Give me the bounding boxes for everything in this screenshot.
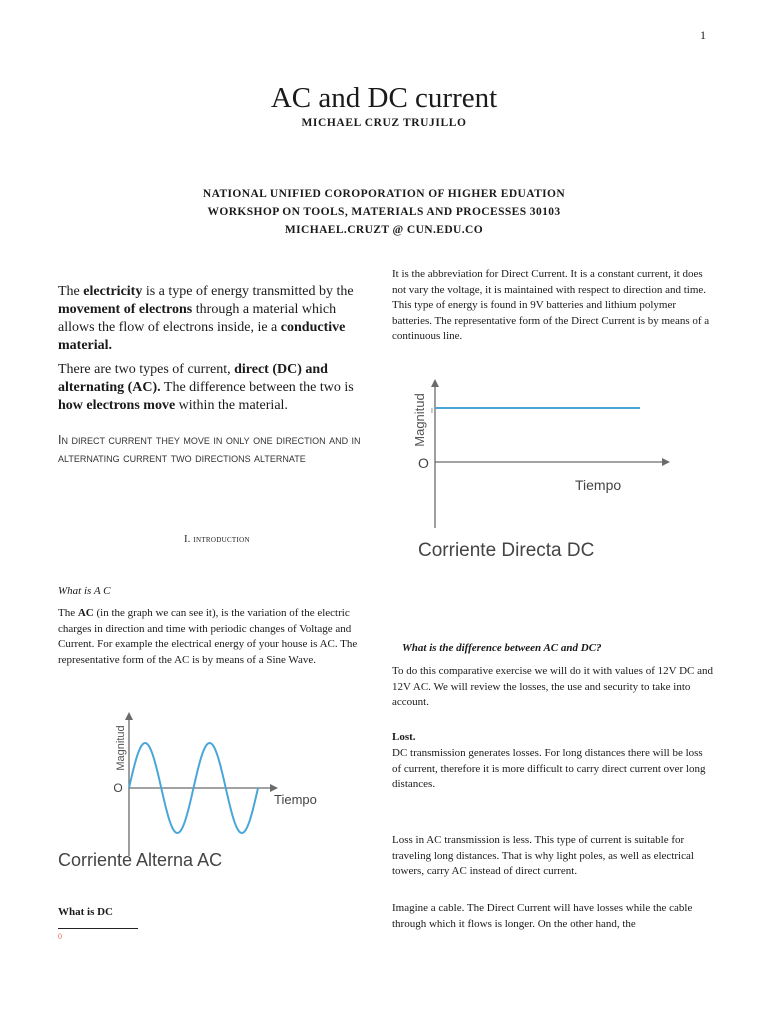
ac-y-axis-arrow — [125, 712, 133, 720]
dc-graph — [400, 378, 700, 568]
cable-text: Imagine a cable. The Direct Current will have losses while the cable through which it flows is longer. On the other hand, the — [392, 902, 693, 930]
affiliation-block — [0, 185, 768, 239]
page-number: 1 — [700, 28, 706, 42]
author-name: MICHAEL CRUZ TRUJILLO — [301, 117, 467, 129]
dc-definition-text: It is the abbreviation for Direct Current. It is a constant current, it does not vary the voltage, it is maintained with respect to direction and time. This type of energy is found in 9V batteries and lithium polymer batteries. The representative form of the Direct Current is by means of a continuous line. — [392, 268, 710, 342]
ac-graph — [56, 708, 386, 878]
lead-paragraphs — [58, 283, 376, 421]
section-heading-introduction: I. introduction — [184, 534, 250, 545]
what-is-ac-text: The AC (in the graph we can see it), is the variation of the electric charges in direction and time with periodic changes of Voltage and Current. For example the electrical energy of your house is AC. The representative form of the AC is by means of a Sine Wave. — [58, 607, 358, 666]
author-email: MICHAEL.CRUZT @ CUN.EDU.CO — [284, 224, 484, 236]
difference-heading: What is the difference between AC and DC? — [402, 642, 602, 654]
lost-heading: Lost. — [392, 731, 416, 743]
what-is-ac-heading: What is A C — [58, 585, 111, 597]
affiliation-line-1: NATIONAL UNIFIED COROPORATION OF HIGHER EDUATION — [202, 188, 566, 200]
footnote-mark: 0 — [58, 932, 62, 941]
ac-origin-label: O — [113, 781, 123, 795]
ac-y-label: Magnitud — [115, 725, 127, 771]
lead-paragraph-1: The electricity is a type of energy transmitted by the movement of electrons through a material which allows the flow of electrons inside, ie a conductive material. — [58, 284, 354, 353]
affiliation-line-2: WORKSHOP ON TOOLS, MATERIALS AND PROCESSES 30103 — [207, 206, 561, 218]
lost-text: DC transmission generates losses. For long distances there will be loss of current, therefore it is more difficult to carry direct current over long distances. — [392, 747, 706, 790]
ac-x-axis-arrow — [270, 784, 278, 792]
footnote-rule — [58, 928, 138, 929]
difference-intro: To do this comparative exercise we will do it with values of 12V DC and 12V AC. We will review the losses, the use and security to take into account. — [392, 665, 714, 708]
dc-tick-label: I — [431, 408, 433, 415]
dc-x-axis-arrow — [662, 458, 670, 466]
paper-title: AC and DC current — [270, 82, 498, 114]
ac-x-label: Tiempo — [274, 792, 317, 807]
current-direction-note: In direct current they move in only one direction and in alternating current two directions alternate — [58, 433, 361, 465]
ac-loss-text: Loss in AC transmission is less. This type of current is suitable for traveling long distances. That is why light poles, as well as electrical towers, carry AC instead of direct current. — [392, 834, 694, 877]
ac-graph-caption: Corriente Alterna AC — [58, 850, 223, 870]
dc-y-axis-arrow — [431, 379, 439, 387]
dc-y-label: Magnitud — [412, 393, 427, 447]
what-is-dc-heading: What is DC — [58, 906, 114, 918]
dc-graph-caption: Corriente Directa DC — [418, 540, 595, 561]
dc-origin-label: O — [418, 455, 429, 471]
lead-paragraph-2: There are two types of current, direct (DC) and alternating (AC). The difference between the two is how electrons move within the material. — [58, 362, 354, 413]
dc-x-label: Tiempo — [575, 477, 622, 493]
